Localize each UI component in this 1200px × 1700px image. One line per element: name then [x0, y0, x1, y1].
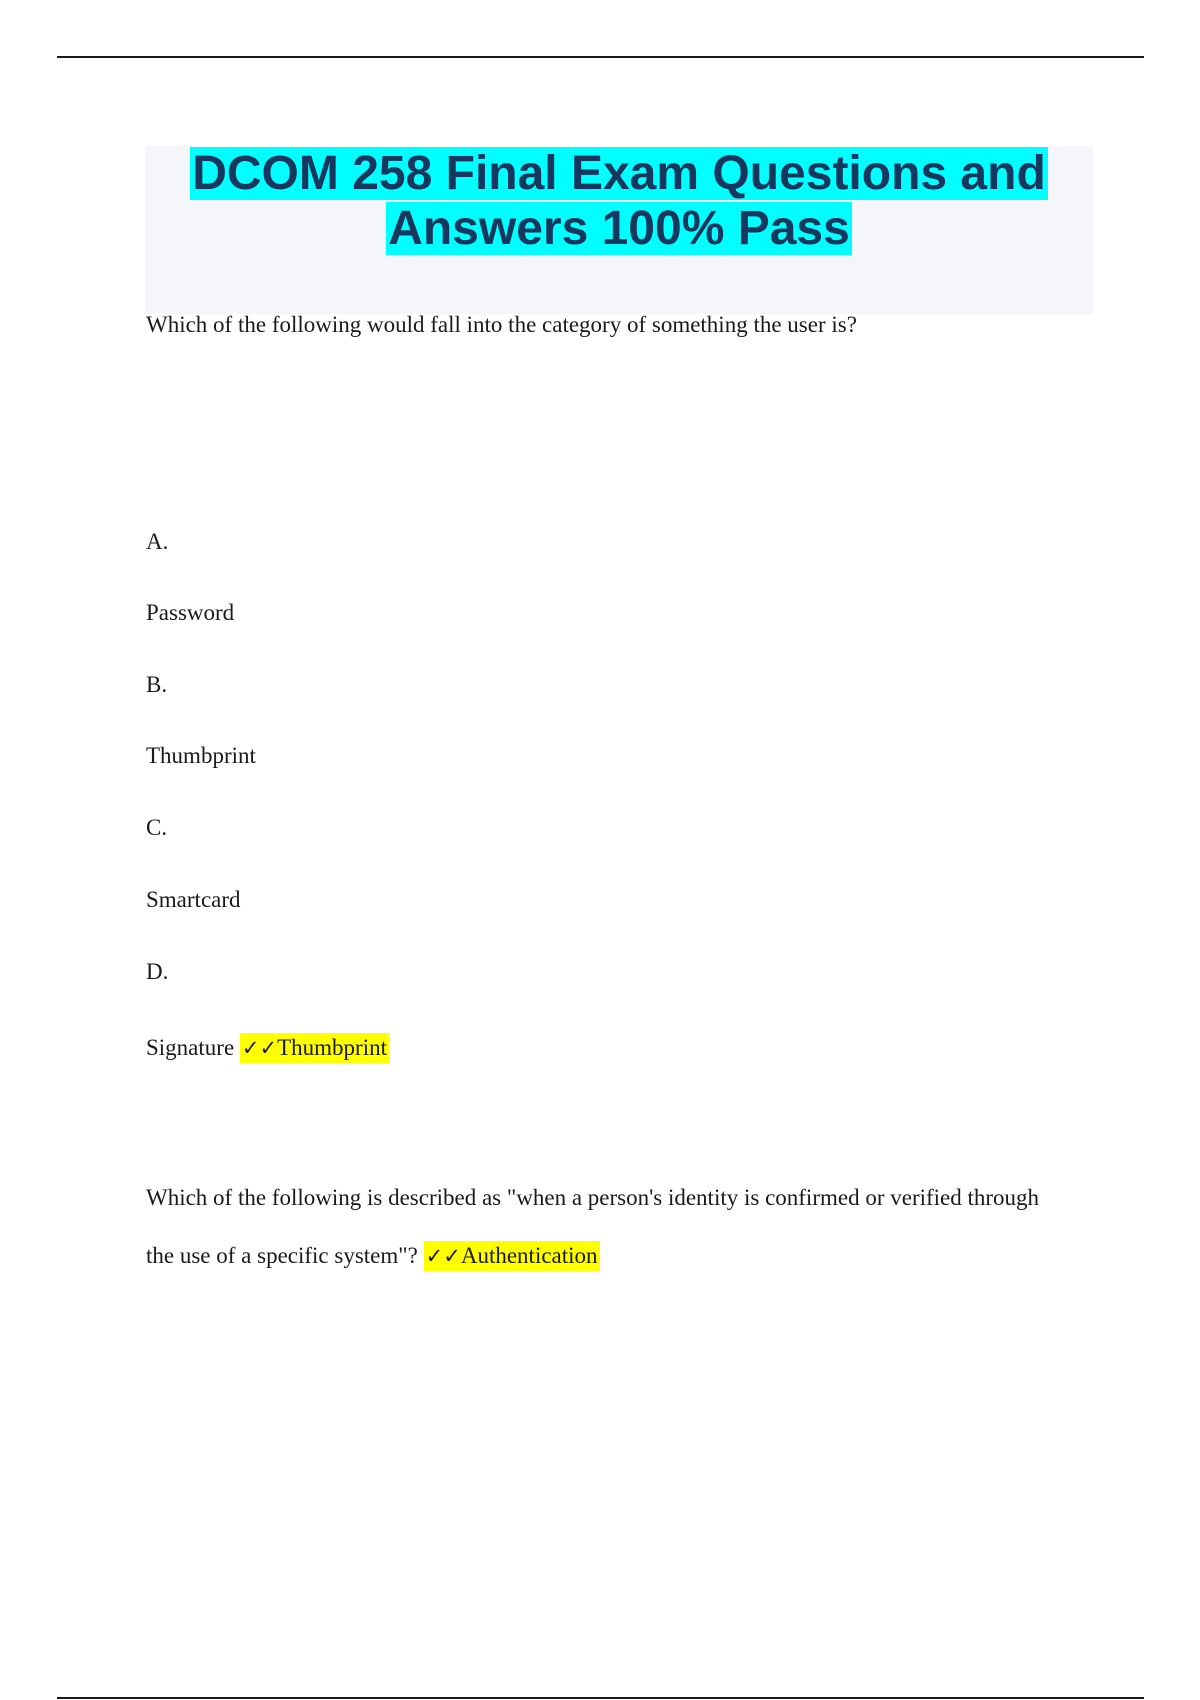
option-d-line [146, 1033, 389, 1063]
title-line-2: Answers 100% Pass [388, 202, 850, 255]
answer-1-highlight [240, 1033, 389, 1063]
option-c-letter: C. [146, 815, 168, 840]
option-b-letter: B. [146, 672, 168, 697]
answer-2-highlight [424, 1241, 600, 1271]
option-d-letter: D. [146, 959, 169, 984]
option-d-text: Signature [146, 1035, 235, 1060]
option-a-letter: A. [146, 529, 169, 554]
double-checkmark-icon: ✓✓ [425, 1244, 461, 1268]
option-a-text: Password [146, 600, 235, 625]
title-block [145, 146, 1093, 314]
option-c-text: Smartcard [146, 887, 241, 912]
question-2-line-2 [146, 1241, 600, 1271]
question-2-text-line-2: the use of a specific system"? [146, 1243, 418, 1268]
header-rule [57, 56, 1144, 58]
question-1-text: Which of the following would fall into the category of something the user is? [146, 312, 857, 337]
document-title [145, 146, 1093, 256]
double-checkmark-icon: ✓✓ [241, 1036, 278, 1060]
answer-1-text: Thumbprint [277, 1035, 387, 1060]
answer-2-text: Authentication [460, 1243, 598, 1268]
question-2-text-line-1: Which of the following is described as "when a person's identity is confirmed or verified through [146, 1185, 1040, 1210]
footer-rule [57, 1697, 1144, 1699]
title-line-1: DCOM 258 Final Exam Questions and [192, 147, 1046, 200]
option-b-text: Thumbprint [146, 743, 256, 768]
